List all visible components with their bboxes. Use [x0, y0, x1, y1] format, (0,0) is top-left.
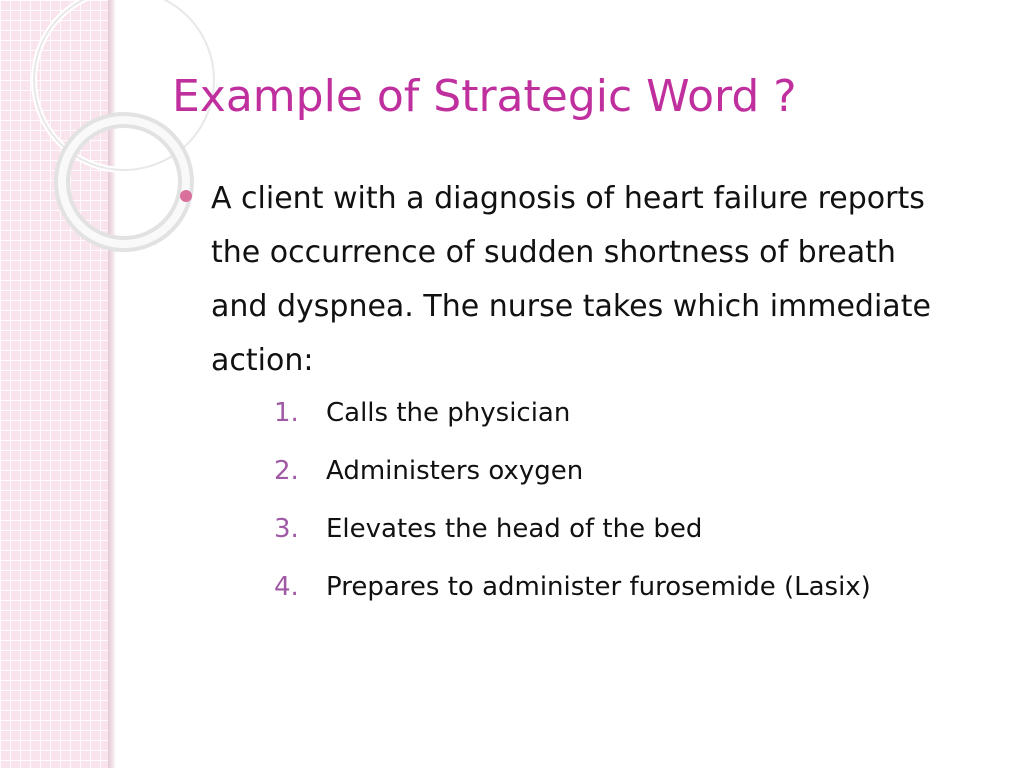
decorative-grid-strip — [0, 0, 108, 768]
slide-title: Example of Strategic Word ? — [172, 71, 797, 122]
answer-option — [274, 510, 980, 548]
bullet-icon — [180, 190, 192, 202]
option-number: 3. — [274, 514, 299, 544]
answer-option — [274, 568, 980, 606]
option-number: 4. — [274, 572, 299, 602]
answer-option — [274, 394, 980, 432]
option-number: 2. — [274, 456, 299, 486]
bullet-item — [180, 172, 980, 388]
answer-option — [274, 452, 980, 490]
option-text: Prepares to administer furosemide (Lasix) — [326, 572, 871, 602]
option-number: 1. — [274, 398, 299, 428]
strip-edge-shadow — [108, 0, 116, 768]
option-text: Elevates the head of the bed — [326, 514, 703, 544]
answer-options-list — [274, 394, 980, 606]
option-text: Calls the physician — [326, 398, 571, 428]
option-text: Administers oxygen — [326, 456, 584, 486]
question-text: A client with a diagnosis of heart failure reports the occurrence of sudden shortness of breath and dyspnea. The nurse takes which immediate action: — [211, 181, 931, 378]
slide-body — [180, 172, 980, 626]
